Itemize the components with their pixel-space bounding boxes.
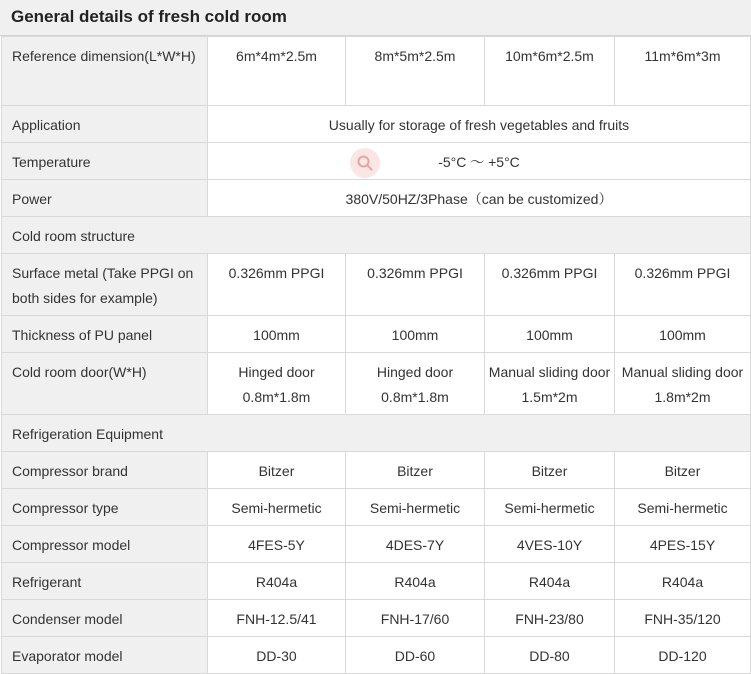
table-row-condenser: [2, 600, 751, 637]
cell-surface-3: 0.326mm PPGI: [485, 254, 615, 316]
table-row-power: [2, 180, 751, 217]
row-label-temperature: Temperature: [2, 143, 208, 180]
row-label-compressor-model: Compressor model: [2, 526, 208, 563]
row-label-door: Cold room door(W*H): [2, 353, 208, 415]
cell-compressor-model-2: 4DES-7Y: [346, 526, 485, 563]
cell-evaporator-1: DD-30: [208, 637, 346, 674]
cell-application: Usually for storage of fresh vegetables and fruits: [208, 106, 751, 143]
row-label-refrigerant: Refrigerant: [2, 563, 208, 600]
cell-dimension-4: 11m*6m*3m: [615, 37, 751, 106]
row-label-reference: Reference dimension(L*W*H): [2, 37, 208, 106]
row-label-condenser: Condenser model: [2, 600, 208, 637]
cell-temperature: -5°C ～ +5°C: [208, 143, 751, 180]
row-label-surface: Surface metal (Take PPGI on both sides for example): [2, 254, 208, 316]
cell-compressor-type-4: Semi-hermetic: [615, 489, 751, 526]
table-row-refrigerant: [2, 563, 751, 600]
cell-compressor-brand-2: Bitzer: [346, 452, 485, 489]
table-row-compressor-brand: [2, 452, 751, 489]
cell-evaporator-3: DD-80: [485, 637, 615, 674]
cell-dimension-1: 6m*4m*2.5m: [208, 37, 346, 106]
table-row-thickness: [2, 316, 751, 353]
cell-condenser-1: FNH-12.5/41: [208, 600, 346, 637]
row-label-compressor-brand: Compressor brand: [2, 452, 208, 489]
cell-thickness-2: 100mm: [346, 316, 485, 353]
title-bar: [0, 0, 751, 36]
cell-compressor-model-1: 4FES-5Y: [208, 526, 346, 563]
cell-condenser-3: FNH-23/80: [485, 600, 615, 637]
cell-condenser-2: FNH-17/60: [346, 600, 485, 637]
cell-compressor-type-3: Semi-hermetic: [485, 489, 615, 526]
cell-power: 380V/50HZ/3Phase（can be customized）: [208, 180, 751, 217]
table-row-structure-section: [2, 217, 751, 254]
cell-dimension-2: 8m*5m*2.5m: [346, 37, 485, 106]
cell-door-1: Hinged door 0.8m*1.8m: [208, 353, 346, 415]
cell-thickness-3: 100mm: [485, 316, 615, 353]
cell-refrigerant-4: R404a: [615, 563, 751, 600]
cell-door-4: Manual sliding door 1.8m*2m: [615, 353, 751, 415]
spec-table: [1, 36, 751, 674]
cell-compressor-type-2: Semi-hermetic: [346, 489, 485, 526]
cell-refrigerant-1: R404a: [208, 563, 346, 600]
row-label-evaporator: Evaporator model: [2, 637, 208, 674]
cell-surface-2: 0.326mm PPGI: [346, 254, 485, 316]
row-label-application: Application: [2, 106, 208, 143]
cell-condenser-4: FNH-35/120: [615, 600, 751, 637]
page-title: General details of fresh cold room: [11, 7, 287, 26]
search-icon-glyph: [356, 154, 374, 172]
cell-compressor-brand-1: Bitzer: [208, 452, 346, 489]
cell-door-2: Hinged door 0.8m*1.8m: [346, 353, 485, 415]
cell-evaporator-4: DD-120: [615, 637, 751, 674]
row-label-compressor-type: Compressor type: [2, 489, 208, 526]
cell-thickness-1: 100mm: [208, 316, 346, 353]
row-label-power: Power: [2, 180, 208, 217]
cell-compressor-brand-3: Bitzer: [485, 452, 615, 489]
row-label-thickness: Thickness of PU panel: [2, 316, 208, 353]
table-row-refrigeration-section: [2, 415, 751, 452]
search-icon: [350, 148, 380, 178]
table-row-door: [2, 353, 751, 415]
section-heading-refrigeration: Refrigeration Equipment: [2, 415, 751, 452]
cell-thickness-4: 100mm: [615, 316, 751, 353]
cell-compressor-type-1: Semi-hermetic: [208, 489, 346, 526]
section-heading-structure: Cold room structure: [2, 217, 751, 254]
cell-surface-4: 0.326mm PPGI: [615, 254, 751, 316]
cell-compressor-model-3: 4VES-10Y: [485, 526, 615, 563]
cell-refrigerant-2: R404a: [346, 563, 485, 600]
cell-door-3: Manual sliding door 1.5m*2m: [485, 353, 615, 415]
cell-surface-1: 0.326mm PPGI: [208, 254, 346, 316]
table-row-reference: [2, 37, 751, 106]
table-row-compressor-model: [2, 526, 751, 563]
table-row-application: [2, 106, 751, 143]
table-row-compressor-type: [2, 489, 751, 526]
cell-refrigerant-3: R404a: [485, 563, 615, 600]
cell-evaporator-2: DD-60: [346, 637, 485, 674]
cell-dimension-3: 10m*6m*2.5m: [485, 37, 615, 106]
table-row-surface: [2, 254, 751, 316]
table-row-evaporator: [2, 637, 751, 674]
cell-compressor-brand-4: Bitzer: [615, 452, 751, 489]
cell-compressor-model-4: 4PES-15Y: [615, 526, 751, 563]
